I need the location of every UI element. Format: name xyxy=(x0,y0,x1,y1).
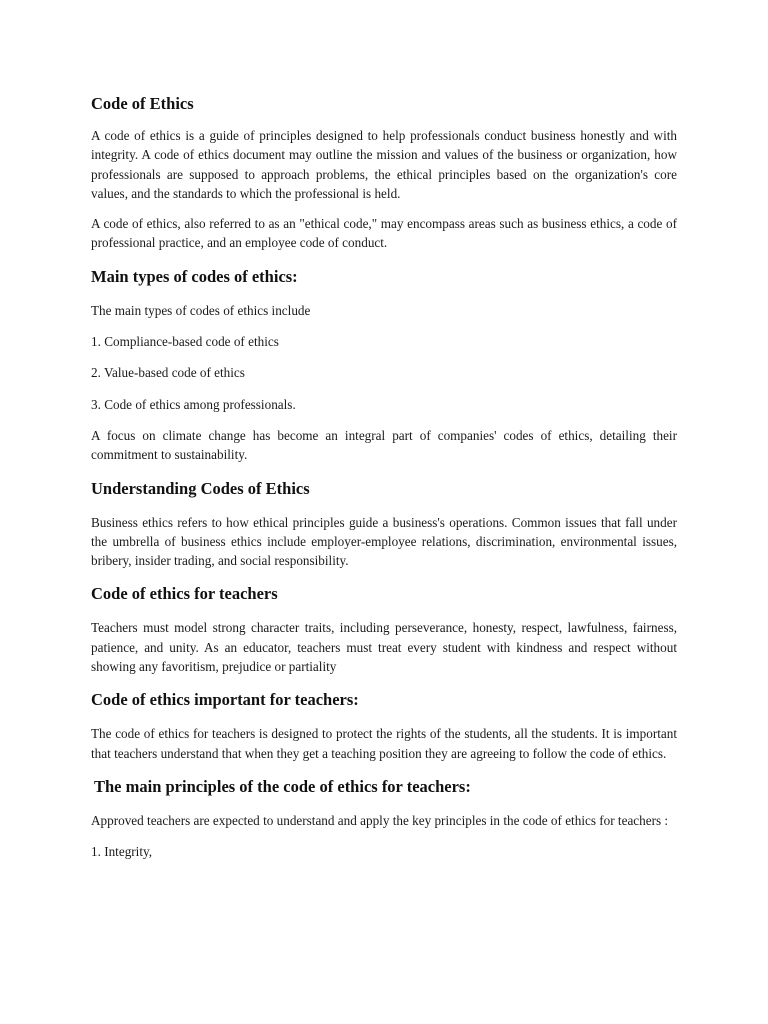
paragraph-types-intro: The main types of codes of ethics include xyxy=(91,302,311,318)
paragraph-business-ethics: Business ethics refers to how ethical principles guide a business's operations. Common issues that fall under the umbrella of business ethics include employer-employee relations, discrimination, environmental issues, bribery, insider trading, and social responsibility. xyxy=(91,514,677,569)
paragraph-protect-rights: The code of ethics for teachers is designed to protect the rights of the students, all the students. It is important that teachers understand that when they get a teaching position they are agreeing to follow the code of ethics. xyxy=(91,726,677,761)
heading-main-types: Main types of codes of ethics: xyxy=(91,266,298,286)
paragraph-ethical-code-areas: A code of ethics, also referred to as an "ethical code," may encompass areas such as business ethics, a code of professional practice, and an employee code of conduct. xyxy=(91,216,677,251)
heading-understanding-codes: Understanding Codes of Ethics xyxy=(91,478,310,498)
paragraph-teacher-traits: Teachers must model strong character traits, including perseverance, honesty, respect, lawfulness, fairness, patience, and unity. As an educator, teachers must treat every student with kindness and respect without showing any favoritism, prejudice or partiality xyxy=(91,620,677,675)
paragraph-approved-teachers: Approved teachers are expected to understand and apply the key principles in the code of ethics for teachers : xyxy=(91,812,669,828)
list-item: 2. Value-based code of ethics xyxy=(91,365,245,381)
heading-main-principles: The main principles of the code of ethics for teachers: xyxy=(94,776,471,796)
heading-code-of-ethics: Code of Ethics xyxy=(91,94,194,113)
heading-code-for-teachers: Code of ethics for teachers xyxy=(91,584,278,604)
heading-important-for-teachers: Code of ethics important for teachers: xyxy=(91,690,359,710)
list-item: 1. Integrity, xyxy=(91,844,153,860)
list-item: 1. Compliance-based code of ethics xyxy=(91,334,279,350)
list-item: 3. Code of ethics among professionals. xyxy=(91,396,296,412)
paragraph-code-of-ethics-definition: A code of ethics is a guide of principles designed to help professionals conduct business honestly and with integrity. A code of ethics document may outline the mission and values of the business or organization, how professionals are supposed to approach problems, the ethical principles based on the organization's core values, and the standards to which the professional is held. xyxy=(91,128,677,201)
paragraph-climate-change: A focus on climate change has become an integral part of companies' codes of ethics, detailing their commitment to sustainability. xyxy=(91,427,677,463)
